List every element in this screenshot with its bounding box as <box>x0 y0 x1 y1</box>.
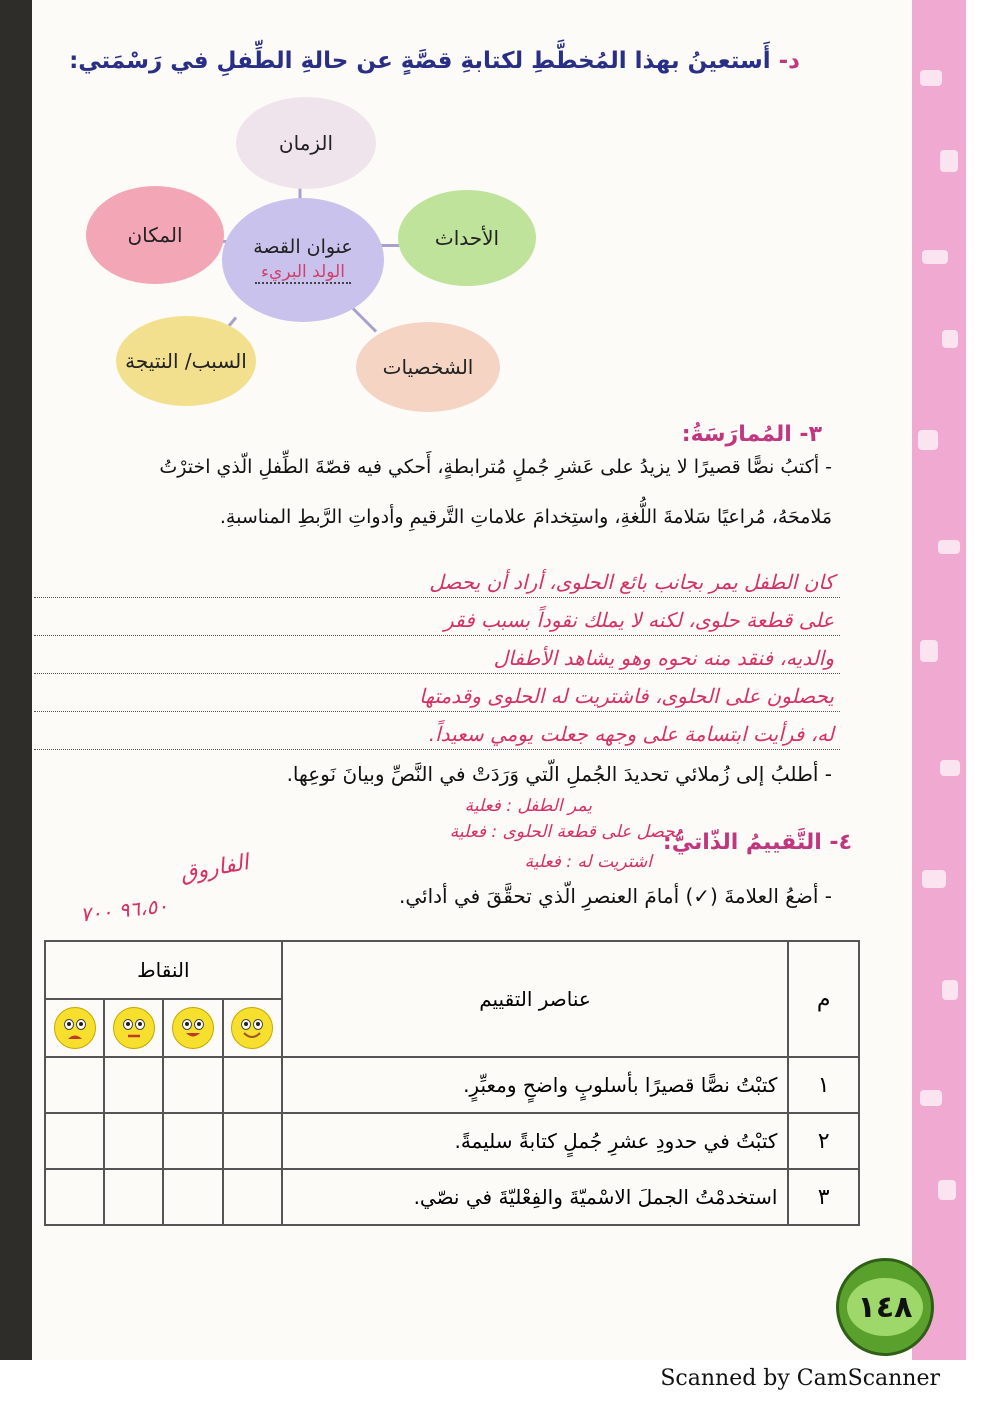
mindmap-title-label: عنوان القصة <box>253 236 353 258</box>
row-number: ٢ <box>788 1113 859 1169</box>
ask-friends-instruction: - أطلبُ إلى زُملائي تحديدَ الجُملِ الّتي وَرَدَتْ في النَّصِّ وبيانَ نَوعِها. <box>286 762 832 786</box>
face-happy-header <box>223 999 282 1057</box>
handwritten-text: له، فرأيت ابتسامة على وجهه جعلت يومي سعيداً. <box>428 722 834 746</box>
instruction-heading-d <box>69 48 800 74</box>
checkbox-cell[interactable] <box>104 1057 163 1113</box>
face-neutral-header <box>104 999 163 1057</box>
handwritten-score: ٩٦،٥٠ ٧٠٠ <box>78 893 170 927</box>
checkbox-cell[interactable] <box>45 1057 104 1113</box>
mindmap-characters-label: الشخصيات <box>382 355 474 379</box>
handwriting-line[interactable] <box>34 636 840 674</box>
checkbox-cell[interactable] <box>163 1113 222 1169</box>
mindmap-events-label: الأحداث <box>434 226 500 250</box>
checkbox-cell[interactable] <box>223 1169 282 1225</box>
handwritten-name: الفاروق <box>178 850 251 887</box>
checkbox-cell[interactable] <box>45 1169 104 1225</box>
handwriting-line[interactable] <box>34 598 840 636</box>
scanner-watermark: Scanned by CamScanner <box>660 1366 940 1391</box>
evaluation-table <box>44 940 860 1226</box>
checkbox-cell[interactable] <box>104 1113 163 1169</box>
friend-answer: اشتريت له : فعلية <box>524 852 652 872</box>
face-sad-header <box>45 999 104 1057</box>
handwritten-text: يحصلون على الحلوى، فاشتريت له الحلوى وقدمتها <box>419 684 834 708</box>
heading-d-letter: د- <box>778 48 800 74</box>
checkbox-cell[interactable] <box>45 1113 104 1169</box>
mindmap-title-handwritten: الولد البريء <box>255 262 351 284</box>
table-row <box>45 1057 859 1113</box>
practice-instruction-1: - أكتبُ نصًّا قصيرًا لا يزيدُ على عَشرِ جُملٍ مُترابطةٍ، أَحكي فيه قصّةَ الطِّفلِ الّذي اخترْتُ <box>159 456 832 478</box>
table-row <box>45 1113 859 1169</box>
row-criterion: استخدمْتُ الجملَ الاسْميّةَ والفِعْليّةَ في نصّي. <box>282 1169 789 1225</box>
row-number: ١ <box>788 1057 859 1113</box>
friend-answer: يمر الطفل : فعلية <box>464 796 592 816</box>
practice-instruction-2: مَلامحَهُ، مُراعيًا سَلامةَ اللُّغةِ، واستِخدامَ علاماتِ التَّرقيمِ وأدواتِ الرَّبطِ المناسبةِ. <box>219 506 832 528</box>
mindmap-title-bubble <box>222 198 384 322</box>
mindmap-place-bubble <box>86 186 224 284</box>
handwriting-line[interactable] <box>34 712 840 750</box>
page-number: ١٤٨ <box>857 1289 913 1325</box>
mindmap-place-label: المكان <box>127 223 183 247</box>
checkbox-cell[interactable] <box>104 1169 163 1225</box>
row-criterion: كتبْتُ في حدودِ عشرِ جُملٍ كتابةً سليمةً. <box>282 1113 789 1169</box>
heading-d-text: أَستعينُ بهذا المُخطَّطِ لكتابةِ قصَّةٍ عن حالةِ الطِّفلِ في رَسْمَتي: <box>69 48 771 74</box>
scan-footer <box>0 1360 992 1403</box>
mindmap-characters-bubble <box>356 322 500 412</box>
friend-answer: يحصل على قطعة الحلوى : فعلية <box>449 822 680 842</box>
neutral-face-icon <box>113 1007 155 1049</box>
handwritten-text: على قطعة حلوى، لكنه لا يملك نقوداً بسبب فقر <box>443 608 834 632</box>
checkbox-cell[interactable] <box>223 1057 282 1113</box>
table-row <box>45 1169 859 1225</box>
self-eval-title: ٤- التَّقييمُ الذّاتيُّ: <box>662 830 852 855</box>
handwritten-text: كان الطفل يمر بجانب بائع الحلوى، أراد أن يحصل <box>429 570 834 594</box>
page-number-badge <box>836 1258 934 1356</box>
face-glad-header <box>163 999 222 1057</box>
happy-face-icon <box>231 1007 273 1049</box>
mindmap-time-label: الزمان <box>278 131 334 155</box>
glad-face-icon <box>172 1007 214 1049</box>
mindmap-events-bubble <box>398 190 536 286</box>
mindmap-cause-label: السبب/ النتيجة <box>125 349 247 373</box>
mindmap-cause-bubble <box>116 316 256 406</box>
checkbox-cell[interactable] <box>163 1169 222 1225</box>
checkbox-cell[interactable] <box>163 1057 222 1113</box>
checkbox-cell[interactable] <box>223 1113 282 1169</box>
column-header-criteria: عناصر التقييم <box>282 941 789 1057</box>
handwriting-line[interactable] <box>34 560 840 598</box>
row-number: ٣ <box>788 1169 859 1225</box>
column-header-points: النقاط <box>45 941 282 999</box>
handwriting-area[interactable] <box>34 560 840 750</box>
practice-title: ٣- المُمارَسَةُ: <box>681 422 822 447</box>
mindmap-time-bubble <box>236 97 376 189</box>
handwritten-text: والديه، فنقد منه نحوه وهو يشاهد الأطفال <box>493 646 834 670</box>
self-eval-instruction: - أضعُ العلامةَ (✓) أمامَ العنصرِ الّذي تحقَّقَ في أدائي. <box>398 884 832 908</box>
handwriting-line[interactable] <box>34 674 840 712</box>
column-header-m: م <box>788 941 859 1057</box>
sad-face-icon <box>54 1007 96 1049</box>
decorative-pink-margin <box>912 0 966 1360</box>
row-criterion: كتبْتُ نصًّا قصيرًا بأسلوبٍ واضحٍ ومعبِّرٍ. <box>282 1057 789 1113</box>
